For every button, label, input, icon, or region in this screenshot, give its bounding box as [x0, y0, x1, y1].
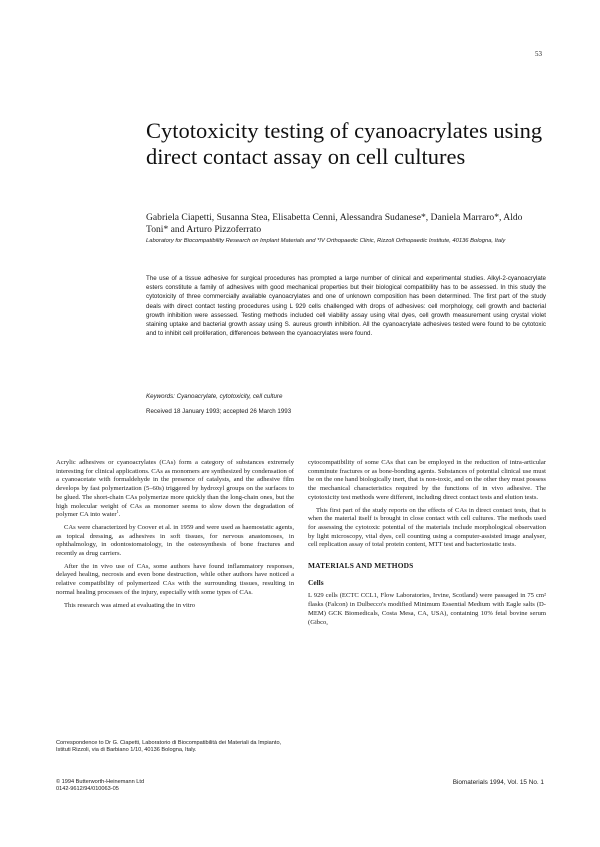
abstract: The use of a tissue adhesive for surgical procedures has prompted a large number of clinical and experimental studies. Alkyl-2-cyanoacrylate esters constitute a family of adhesives with good mechanical properties but their biological compatibility has to be assessed. In this study the cytotoxicity of three commercially available cyanoacrylates and one of unknown composition has been determined. The first part of the study deals with direct contact testing procedures using L 929 cells challenged with drops of adhesives: cell morphology, cell growth and bacterial growth inhibition were assessed. Testing methods included cell viability assay using vital dyes, cell growth measurement using crystal violet staining uptake and bacterial growth assay using S. aureus growth inhibition. All the cyanoacrylate adhesives tested were found to be cytotoxic and to inhibit cell proliferation, differences between the cyanoacrylates were found.	[146, 275, 546, 338]
section-heading: MATERIALS AND METHODS	[308, 561, 414, 571]
body-paragraph: This research was aimed at evaluating the in vitro	[64, 601, 196, 609]
body-paragraph: cytocompatibility of some CAs that can be employed in the reduction of intra-articular comminute fractures or as bone-bonding agents. Substances of potential clinical use must be on the one hand biologically inert, that is non-toxic, and on the other they must possess the mechanical characteristics required by the functions of in vivo adhesive. The cytotoxicity test methods were different, including direct contact tests and elution tests.	[308, 459, 546, 501]
journal-citation: Biomaterials 1994, Vol. 15 No. 1	[452, 779, 544, 786]
issn-line: 0142-9612/94/010063-05	[56, 786, 119, 793]
body-paragraph: CAs were characterized by Coover et al. in 1959 and were used as haemostatic agents, as topical dressing, as adhesives in soft tissues, for nervous anastomoses, in ophthalmology, in odontostomatology, in the osteosynthesis of bone fractures and recently as drug carriers.	[56, 523, 294, 558]
body-paragraph: After the in vivo use of CAs, some authors have found inflammatory responses, delayed healing, necrosis and even bone destruction, while other authors have noticed a relative compatibility of polymerized CAs with the surrounding tissues, resulting in normal healing processes of the injury, especially with some types of CAs.	[56, 562, 294, 596]
copyright-line: © 1994 Butterworth-Heinemann Ltd	[56, 779, 145, 785]
body-paragraph: Acrylic adhesives or cyanoacrylates (CAs) form a category of substances extremely interesting for clinical applications. CAs as monomers are synthesized by condensation of a cyanoacetate with formaldehyde in the presence of catalysts, and the adhesive film develops by fast polymerization (5–60s) triggered by hydroxyl groups on the surfaces to be glued. The short-chain CAs polymerize more quickly than the long-chain ones, but the high molecular weight of CAs as monomer seems to slow down the degradation of polymer CA into water$^1$.	[56, 459, 294, 519]
left-text-column	[56, 459, 294, 614]
page-number: 53	[535, 50, 542, 58]
author-affiliation: Laboratory for Biocompatibility Research on Implant Materials and *IV Orthopaedic Clinic, Rizzoli Orthopaedic Institute, 40136 Bologna, Italy	[146, 238, 506, 244]
author-list: Gabriela Ciapetti, Susanna Stea, Elisabetta Cenni, Alessandra Sudanese*, Daniela Marraro*, Aldo Toni* and Arturo Pizzoferrato	[146, 212, 523, 235]
correspondence-footnote: Correspondence to Dr G. Ciapetti, Laboratorio di Biocompatibilità dei Materiali da Impianto, Istituti Rizzoli, via di Barbiano 1/10, 40136 Bologna, Italy.	[56, 740, 282, 754]
body-paragraph: L 929 cells (ECTC CCL1, Flow Laboratories, Irvine, Scotland) were passaged in 75 cm² flasks (Falcon) in Dulbecco's modified Minimum Essential Medium with Eagle salts (D-MEM) GCK Biomedicals, Costa Mesa, CA, USA), containing 10% fetal bovine serum (Gibco,	[308, 592, 546, 626]
keywords: Keywords: Cyanoacrylate, cytotoxicity, cell culture	[146, 393, 283, 400]
subsection-heading: Cells	[308, 577, 324, 587]
received-dates: Received 18 January 1993; accepted 26 March 1993	[146, 408, 292, 415]
right-text-column	[308, 459, 546, 631]
body-paragraph: This first part of the study reports on the effects of CAs in direct contact tests, that is when the material itself is brought in close contact with cell cultures. The methods used for assessing the cytotoxic potential of the materials include morphological observation by light microscopy, vital dyes, cell counting using a computer-assisted image analyser, cell replication assay of total protein content, MTT test and bacteriostatic tests.	[308, 506, 546, 549]
copyright-notice	[56, 779, 294, 794]
article-title: Cytotoxicity testing of cyanoacrylates using direct contact assay on cell cultures	[146, 118, 543, 169]
